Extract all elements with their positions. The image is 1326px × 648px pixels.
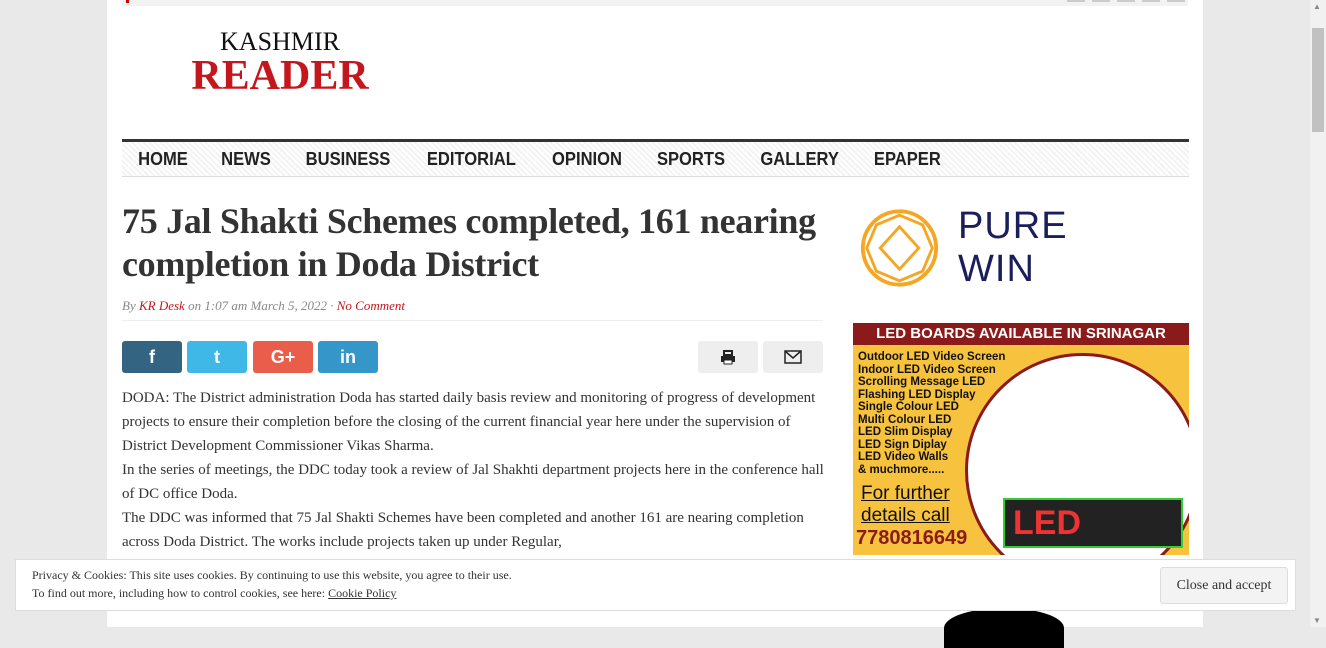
nav-opinion[interactable]: OPINION	[551, 148, 622, 169]
purewin-text: PURE WIN	[958, 205, 1068, 290]
nav-home[interactable]: HOME	[138, 148, 188, 169]
email-button[interactable]	[763, 341, 823, 373]
author-link[interactable]: KR Desk	[138, 298, 185, 313]
scroll-down-icon[interactable]: ▼	[1313, 616, 1321, 625]
ad-item: Single Colour LED	[858, 401, 959, 413]
facebook-icon: f	[149, 346, 155, 367]
share-facebook-button[interactable]	[122, 341, 182, 373]
ad-contact	[861, 483, 950, 527]
ad-item: Multi Colour LED	[858, 413, 952, 426]
cookie-more-text: To find out more, including how to control cookies, see here:	[32, 586, 326, 600]
led-sign-image: LED	[1003, 498, 1183, 548]
nav-business[interactable]: BUSINESS	[305, 148, 391, 169]
linkedin-icon: in	[340, 346, 356, 367]
main-nav	[122, 139, 1189, 177]
diamond-logo-icon	[859, 206, 940, 290]
by-label: By	[122, 298, 136, 313]
cookie-text-2	[32, 586, 396, 601]
article-title: 75 Jal Shakti Schemes completed, 161 nearing completion in Doda District	[122, 201, 816, 284]
nav-gallery[interactable]: GALLERY	[760, 148, 839, 169]
site-logo[interactable]	[185, 27, 375, 99]
ad-item: LED Video Walls	[858, 451, 949, 463]
ad-header: LED BOARDS AVAILABLE IN SRINAGAR	[853, 323, 1189, 345]
cookie-banner	[15, 559, 1296, 611]
cookie-text: Privacy & Cookies: This site uses cookies. By continuing to use this website, you agree to their use.	[32, 568, 512, 582]
nav-epaper[interactable]: EPAPER	[873, 148, 941, 169]
purewin-ad[interactable]	[859, 203, 1149, 293]
scrollbar-thumb[interactable]	[1312, 28, 1324, 132]
article-meta	[122, 298, 823, 321]
top-bar	[122, 0, 1188, 6]
googleplus-icon: G+	[270, 346, 296, 367]
scrollbar[interactable]	[1310, 0, 1326, 627]
paragraph: DODA: The District administration Doda has started daily basis review and monitoring of progress of development projects to ensure their completion before the closing of the current financial year here under the supervision of District Development Commissioner Vikas Sharma.	[122, 390, 816, 454]
paragraph: The DDC was informed that 75 Jal Shakti Schemes have been completed and another 161 are nearing completion across Doda District. The works include projects taken up under Regular,	[122, 510, 804, 550]
article-body	[122, 386, 827, 554]
ad-item: Outdoor LED Video Screen	[858, 351, 1006, 363]
comments-link[interactable]: No Comment	[336, 298, 405, 313]
nav-sports[interactable]: SPORTS	[656, 148, 725, 169]
scroll-up-icon[interactable]: ▲	[1313, 2, 1321, 11]
separator: ·	[330, 298, 334, 313]
logo-line1: KASHMIR	[220, 27, 340, 56]
share-googleplus-button[interactable]	[253, 341, 313, 373]
ad-item: Flashing LED Display	[858, 388, 976, 401]
ad-item: LED Sign Diplay	[858, 438, 947, 451]
page-container	[107, 0, 1203, 627]
share-twitter-button[interactable]	[187, 341, 247, 373]
ad-item: LED Slim Display	[858, 426, 953, 438]
printer-icon	[720, 350, 736, 365]
twitter-icon: t	[214, 346, 220, 367]
share-linkedin-button[interactable]	[318, 341, 378, 373]
print-button[interactable]	[698, 341, 758, 373]
ad-item: Indoor LED Video Screen	[858, 363, 996, 376]
ad-phone: 7780816649	[856, 527, 968, 549]
cookie-policy-link[interactable]: Cookie Policy	[328, 586, 397, 600]
nav-news[interactable]: NEWS	[221, 148, 271, 169]
details-text: details call	[861, 505, 950, 526]
ad-list	[858, 351, 1005, 476]
post-date: on 1:07 am March 5, 2022	[188, 298, 327, 313]
close-and-accept-button[interactable]: Close and accept	[1160, 567, 1288, 604]
paragraph: In the series of meetings, the DDC today took a review of Jal Shakhti department projects here in the conference hall of DC office Doda.	[122, 462, 824, 502]
ad-item: Scrolling Message LED	[858, 376, 986, 388]
logo-line2: READER	[191, 53, 369, 99]
ad-item: & muchmore.....	[858, 463, 945, 476]
led-boards-ad[interactable]	[853, 323, 1189, 555]
nav-editorial[interactable]: EDITORIAL	[426, 148, 516, 169]
further-text: For further	[861, 483, 950, 504]
envelope-icon	[784, 350, 802, 364]
ad-graphic	[944, 608, 1064, 648]
